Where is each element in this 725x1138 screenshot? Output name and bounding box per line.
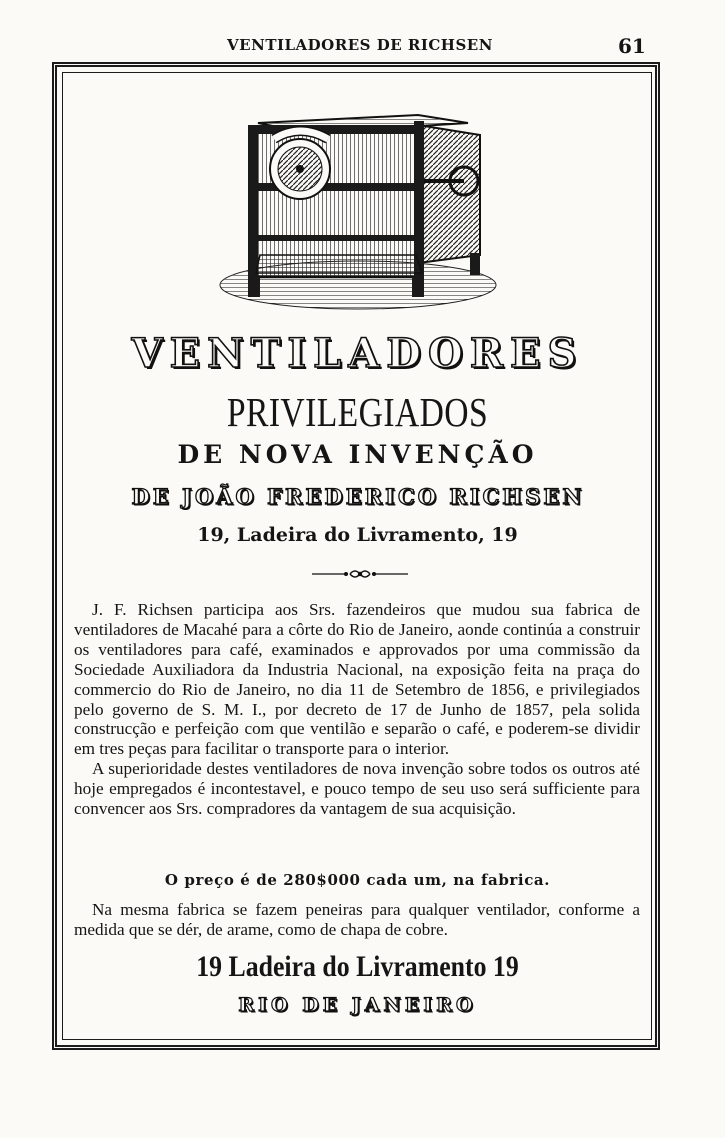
ornament-divider-icon [310,566,410,582]
body-paragraph-1: J. F. Richsen participa aos Srs. fazendeiros que mudou sua fabrica de ventiladores de Macahé para a côrte do Rio de Janeiro, aonde continúa a construir os ventiladores para café, examinados e approvados por uma commissão da Sociedade Auxiliadora da Industria Nacional, na exposição feita na praça do commercio do Rio de Janeiro, no dia 11 de Setembro de 1856, e privilegiados pelo governo de S. M. I., por decreto de 17 de Junho de 1857, pela solida construcção e perfeição com que ventilão e separão o café, e poderem-se dividir em tres peças para facilitar o transporte para o interior. [74,600,640,759]
advert-body [74,600,640,819]
running-head [0,32,725,58]
sieves-paragraph: Na mesma fabrica se fazem peneiras para qualquer ventilador, conforme a medida que se dér, de arame, como de chapa de cobre. [74,900,640,939]
invention-line: DE NOVA INVENÇÃO [177,440,538,469]
address-line: 19, Ladeira do Livramento, 19 [197,524,518,546]
page-number: 61 [618,34,646,58]
advert-title: VENTILADORES [131,330,584,377]
body-paragraph-2: A superioridade destes ventiladores de nova invenção sobre todos os outros até hoje empregados é incontestavel, e pouco tempo de seu uso será sufficiente para convencer aos Srs. compradores da vantagem de sua acquisição. [74,759,640,819]
price-line: O preço é de 280$000 cada um, na fabrica. [164,871,551,889]
address-bottom: 19 Ladeira do Livramento 19 [196,950,519,983]
maker-name: DE JOÃO FREDERICO RICHSEN [131,484,585,509]
city-name: RIO DE JANEIRO [238,994,477,1016]
advert-subtitle: PRIVILEGIADOS [226,389,489,435]
winnowing-machine-icon [218,95,498,315]
running-title: VENTILADORES DE RICHSEN [227,36,493,54]
